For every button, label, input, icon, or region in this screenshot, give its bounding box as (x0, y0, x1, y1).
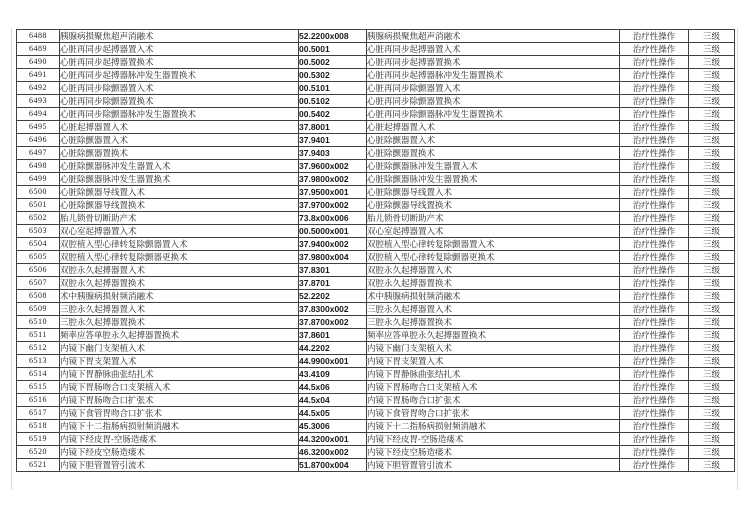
table-row (17, 95, 735, 108)
operation-type-cell: 治疗性操作 (620, 43, 689, 56)
row-number-cell: 6499 (17, 173, 60, 186)
row-number-cell: 6511 (17, 329, 60, 342)
row-number-cell: 6520 (17, 446, 60, 459)
level-cell: 三级 (689, 407, 735, 420)
row-number-cell: 6492 (17, 82, 60, 95)
icd-code-cell: 37.9400x002 (299, 238, 367, 251)
row-number-cell: 6514 (17, 368, 60, 381)
operation-type-cell: 治疗性操作 (620, 420, 689, 433)
icd-code-cell: 00.5101 (299, 82, 367, 95)
procedure-name-cell: 内镜下十二指肠病损射频消融术 (60, 420, 299, 433)
procedure-name-cell: 心脏除颤器置入术 (60, 134, 299, 147)
level-cell: 三级 (689, 420, 735, 433)
level-cell: 三级 (689, 381, 735, 394)
table-row (17, 173, 735, 186)
operation-type-cell: 治疗性操作 (620, 355, 689, 368)
icd-code-cell: 73.8x00x006 (299, 212, 367, 225)
operation-type-cell: 治疗性操作 (620, 121, 689, 134)
table-row (17, 433, 735, 446)
table-row (17, 264, 735, 277)
procedure-name-cell: 心脏再同步除颤器置入术 (60, 82, 299, 95)
procedure-name2-cell: 心脏除颤器置换术 (367, 147, 620, 160)
procedure-name-cell: 双腔永久起搏器置入术 (60, 264, 299, 277)
level-cell: 三级 (689, 134, 735, 147)
table-row (17, 147, 735, 160)
row-number-cell: 6504 (17, 238, 60, 251)
operation-type-cell: 治疗性操作 (620, 69, 689, 82)
icd-code-cell: 37.8701 (299, 277, 367, 290)
table-row (17, 43, 735, 56)
procedure-name-cell: 内镜下胃肠吻合口支架植入术 (60, 381, 299, 394)
procedure-name-cell: 心脏再同步起搏器置换术 (60, 56, 299, 69)
table-row (17, 186, 735, 199)
level-cell: 三级 (689, 30, 735, 43)
level-cell: 三级 (689, 459, 735, 472)
procedure-name-cell: 内镜下胆管置管引流术 (60, 459, 299, 472)
level-cell: 三级 (689, 121, 735, 134)
table-row (17, 69, 735, 82)
icd-code-cell: 45.3006 (299, 420, 367, 433)
procedure-name2-cell: 心脏再同步除颤器脉冲发生器置换术 (367, 108, 620, 121)
level-cell: 三级 (689, 368, 735, 381)
row-number-cell: 6491 (17, 69, 60, 82)
operation-type-cell: 治疗性操作 (620, 134, 689, 147)
row-number-cell: 6506 (17, 264, 60, 277)
table-row (17, 212, 735, 225)
row-number-cell: 6503 (17, 225, 60, 238)
level-cell: 三级 (689, 43, 735, 56)
procedure-name2-cell: 频率应答单腔永久起搏器置换术 (367, 329, 620, 342)
icd-code-cell: 52.2200x008 (299, 30, 367, 43)
operation-type-cell: 治疗性操作 (620, 147, 689, 160)
operation-type-cell: 治疗性操作 (620, 368, 689, 381)
row-number-cell: 6490 (17, 56, 60, 69)
table-row (17, 290, 735, 303)
row-number-cell: 6493 (17, 95, 60, 108)
operation-type-cell: 治疗性操作 (620, 30, 689, 43)
level-cell: 三级 (689, 277, 735, 290)
procedure-name2-cell: 心脏除颤器脉冲发生器置换术 (367, 173, 620, 186)
table-row (17, 277, 735, 290)
icd-code-cell: 44.5x06 (299, 381, 367, 394)
table-row (17, 446, 735, 459)
procedure-name2-cell: 心脏再同步起搏器脉冲发生器置换术 (367, 69, 620, 82)
level-cell: 三级 (689, 173, 735, 186)
level-cell: 三级 (689, 186, 735, 199)
procedure-table (16, 29, 735, 472)
table-row (17, 108, 735, 121)
operation-type-cell: 治疗性操作 (620, 238, 689, 251)
table-row (17, 381, 735, 394)
icd-code-cell: 37.9500x001 (299, 186, 367, 199)
table-row (17, 160, 735, 173)
procedure-name2-cell: 胎儿锁骨切断助产术 (367, 212, 620, 225)
procedure-name2-cell: 三腔永久起搏器置换术 (367, 316, 620, 329)
row-number-cell: 6501 (17, 199, 60, 212)
level-cell: 三级 (689, 199, 735, 212)
procedure-name2-cell: 内镜下经皮空肠造瘘术 (367, 446, 620, 459)
icd-code-cell: 43.4109 (299, 368, 367, 381)
procedure-name-cell: 频率应答单腔永久起搏器置换术 (60, 329, 299, 342)
operation-type-cell: 治疗性操作 (620, 108, 689, 121)
table-row (17, 199, 735, 212)
level-cell: 三级 (689, 264, 735, 277)
table-row (17, 251, 735, 264)
procedure-name-cell: 内镜下胃肠吻合口扩张术 (60, 394, 299, 407)
table-row (17, 459, 735, 472)
procedure-name2-cell: 心脏再同步除颤器置入术 (367, 82, 620, 95)
procedure-name2-cell: 双腔永久起搏器置入术 (367, 264, 620, 277)
level-cell: 三级 (689, 147, 735, 160)
procedure-name-cell: 内镜下食管胃吻合口扩张术 (60, 407, 299, 420)
procedure-name-cell: 胎儿锁骨切断助产术 (60, 212, 299, 225)
icd-code-cell: 00.5302 (299, 69, 367, 82)
operation-type-cell: 治疗性操作 (620, 56, 689, 69)
operation-type-cell: 治疗性操作 (620, 82, 689, 95)
procedure-name2-cell: 心脏除颤器导线置入术 (367, 186, 620, 199)
level-cell: 三级 (689, 160, 735, 173)
icd-code-cell: 44.5x05 (299, 407, 367, 420)
table-row (17, 355, 735, 368)
icd-code-cell: 37.8601 (299, 329, 367, 342)
procedure-name-cell: 双腔植入型心律转复除颤器置入术 (60, 238, 299, 251)
table-row (17, 30, 735, 43)
row-number-cell: 6500 (17, 186, 60, 199)
operation-type-cell: 治疗性操作 (620, 160, 689, 173)
operation-type-cell: 治疗性操作 (620, 173, 689, 186)
table-row (17, 303, 735, 316)
procedure-name-cell: 心脏起搏器置入术 (60, 121, 299, 134)
level-cell: 三级 (689, 316, 735, 329)
row-number-cell: 6519 (17, 433, 60, 446)
row-number-cell: 6502 (17, 212, 60, 225)
table-row (17, 407, 735, 420)
procedure-name-cell: 内镜下经皮胃-空肠造瘘术 (60, 433, 299, 446)
icd-code-cell: 51.8700x004 (299, 459, 367, 472)
icd-code-cell: 00.5102 (299, 95, 367, 108)
level-cell: 三级 (689, 238, 735, 251)
row-number-cell: 6507 (17, 277, 60, 290)
table-row (17, 56, 735, 69)
operation-type-cell: 治疗性操作 (620, 264, 689, 277)
level-cell: 三级 (689, 329, 735, 342)
operation-type-cell: 治疗性操作 (620, 329, 689, 342)
procedure-name2-cell: 术中胰腺病损射频消融术 (367, 290, 620, 303)
row-number-cell: 6508 (17, 290, 60, 303)
icd-code-cell: 44.5x04 (299, 394, 367, 407)
procedure-name2-cell: 内镜下食管胃吻合口扩张术 (367, 407, 620, 420)
procedure-name-cell: 内镜下幽门支架植入术 (60, 342, 299, 355)
procedure-name2-cell: 双腔植入型心律转复除颤器更换术 (367, 251, 620, 264)
table-row (17, 394, 735, 407)
procedure-name-cell: 双腔植入型心律转复除颤器更换术 (60, 251, 299, 264)
procedure-name-cell: 内镜下胃静脉曲张结扎术 (60, 368, 299, 381)
procedure-name-cell: 心脏除颤器脉冲发生器置换术 (60, 173, 299, 186)
operation-type-cell: 治疗性操作 (620, 199, 689, 212)
procedure-name2-cell: 内镜下胃肠吻合口支架植入术 (367, 381, 620, 394)
level-cell: 三级 (689, 212, 735, 225)
procedure-name2-cell: 内镜下胃肠吻合口扩张术 (367, 394, 620, 407)
row-number-cell: 6494 (17, 108, 60, 121)
level-cell: 三级 (689, 82, 735, 95)
operation-type-cell: 治疗性操作 (620, 316, 689, 329)
table-row (17, 82, 735, 95)
row-number-cell: 6521 (17, 459, 60, 472)
operation-type-cell: 治疗性操作 (620, 381, 689, 394)
table-row (17, 225, 735, 238)
level-cell: 三级 (689, 56, 735, 69)
procedure-name-cell: 内镜下胃支架置入术 (60, 355, 299, 368)
operation-type-cell: 治疗性操作 (620, 342, 689, 355)
icd-code-cell: 44.3200x001 (299, 433, 367, 446)
icd-code-cell: 37.8300x002 (299, 303, 367, 316)
procedure-name2-cell: 内镜下十二指肠病损射频消融术 (367, 420, 620, 433)
procedure-name2-cell: 内镜下胆管置管引流术 (367, 459, 620, 472)
row-number-cell: 6505 (17, 251, 60, 264)
procedure-name-cell: 心脏再同步除颤器脉冲发生器置换术 (60, 108, 299, 121)
table-row (17, 329, 735, 342)
row-number-cell: 6512 (17, 342, 60, 355)
level-cell: 三级 (689, 69, 735, 82)
level-cell: 三级 (689, 446, 735, 459)
icd-code-cell: 44.9900x001 (299, 355, 367, 368)
icd-code-cell: 37.9700x002 (299, 199, 367, 212)
icd-code-cell: 37.8001 (299, 121, 367, 134)
table-row (17, 316, 735, 329)
procedure-name2-cell: 三腔永久起搏器置入术 (367, 303, 620, 316)
table-row (17, 368, 735, 381)
table-row (17, 121, 735, 134)
operation-type-cell: 治疗性操作 (620, 459, 689, 472)
level-cell: 三级 (689, 303, 735, 316)
row-number-cell: 6489 (17, 43, 60, 56)
operation-type-cell: 治疗性操作 (620, 212, 689, 225)
operation-type-cell: 治疗性操作 (620, 407, 689, 420)
level-cell: 三级 (689, 95, 735, 108)
procedure-name-cell: 三腔永久起搏器置入术 (60, 303, 299, 316)
procedure-name2-cell: 心脏起搏器置入术 (367, 121, 620, 134)
level-cell: 三级 (689, 433, 735, 446)
procedure-name-cell: 心脏再同步起搏器脉冲发生器置换术 (60, 69, 299, 82)
table-row (17, 134, 735, 147)
icd-code-cell: 52.2202 (299, 290, 367, 303)
procedure-name-cell: 三腔永久起搏器置换术 (60, 316, 299, 329)
icd-code-cell: 37.9403 (299, 147, 367, 160)
procedure-name-cell: 双心室起搏器置入术 (60, 225, 299, 238)
procedure-name-cell: 术中胰腺病损射频消融术 (60, 290, 299, 303)
procedure-name-cell: 心脏再同步除颤器置换术 (60, 95, 299, 108)
icd-code-cell: 37.8301 (299, 264, 367, 277)
level-cell: 三级 (689, 290, 735, 303)
procedure-name2-cell: 内镜下胃支架置入术 (367, 355, 620, 368)
operation-type-cell: 治疗性操作 (620, 433, 689, 446)
level-cell: 三级 (689, 355, 735, 368)
operation-type-cell: 治疗性操作 (620, 186, 689, 199)
row-number-cell: 6515 (17, 381, 60, 394)
level-cell: 三级 (689, 251, 735, 264)
row-number-cell: 6518 (17, 420, 60, 433)
row-number-cell: 6497 (17, 147, 60, 160)
row-number-cell: 6516 (17, 394, 60, 407)
procedure-name-cell: 心脏除颤器脉冲发生器置入术 (60, 160, 299, 173)
icd-code-cell: 37.9800x002 (299, 173, 367, 186)
procedure-name-cell: 双腔永久起搏器置换术 (60, 277, 299, 290)
row-number-cell: 6496 (17, 134, 60, 147)
row-number-cell: 6510 (17, 316, 60, 329)
procedure-name-cell: 内镜下经皮空肠造瘘术 (60, 446, 299, 459)
procedure-name-cell: 心脏除颤器导线置换术 (60, 199, 299, 212)
procedure-name2-cell: 双腔植入型心律转复除颤器置入术 (367, 238, 620, 251)
procedure-name2-cell: 双腔永久起搏器置换术 (367, 277, 620, 290)
level-cell: 三级 (689, 342, 735, 355)
operation-type-cell: 治疗性操作 (620, 446, 689, 459)
icd-code-cell: 00.5402 (299, 108, 367, 121)
table-row (17, 238, 735, 251)
procedure-name2-cell: 内镜下胃静脉曲张结扎术 (367, 368, 620, 381)
icd-code-cell: 00.5002 (299, 56, 367, 69)
operation-type-cell: 治疗性操作 (620, 251, 689, 264)
procedure-name2-cell: 心脏再同步起搏器置换术 (367, 56, 620, 69)
icd-code-cell: 00.5000x001 (299, 225, 367, 238)
row-number-cell: 6517 (17, 407, 60, 420)
table-row (17, 420, 735, 433)
icd-code-cell: 37.9800x004 (299, 251, 367, 264)
procedure-name2-cell: 心脏再同步除颤器置换术 (367, 95, 620, 108)
procedure-name-cell: 胰腺病损聚焦超声消融术 (60, 30, 299, 43)
operation-type-cell: 治疗性操作 (620, 225, 689, 238)
page-scan-right-shadow (737, 28, 738, 490)
row-number-cell: 6509 (17, 303, 60, 316)
operation-type-cell: 治疗性操作 (620, 95, 689, 108)
level-cell: 三级 (689, 108, 735, 121)
level-cell: 三级 (689, 394, 735, 407)
operation-type-cell: 治疗性操作 (620, 277, 689, 290)
procedure-name2-cell: 内镜下幽门支架植入术 (367, 342, 620, 355)
operation-type-cell: 治疗性操作 (620, 303, 689, 316)
procedure-name2-cell: 心脏除颤器脉冲发生器置入术 (367, 160, 620, 173)
row-number-cell: 6495 (17, 121, 60, 134)
row-number-cell: 6488 (17, 30, 60, 43)
icd-code-cell: 46.3200x002 (299, 446, 367, 459)
page-scan-left-shadow (11, 28, 12, 490)
level-cell: 三级 (689, 225, 735, 238)
row-number-cell: 6513 (17, 355, 60, 368)
table-row (17, 342, 735, 355)
operation-type-cell: 治疗性操作 (620, 394, 689, 407)
icd-code-cell: 37.9600x002 (299, 160, 367, 173)
procedure-name2-cell: 内镜下经皮胃-空肠造瘘术 (367, 433, 620, 446)
procedure-name-cell: 心脏再同步起搏器置入术 (60, 43, 299, 56)
icd-code-cell: 44.2202 (299, 342, 367, 355)
icd-code-cell: 37.8700x002 (299, 316, 367, 329)
procedure-name2-cell: 心脏再同步起搏器置入术 (367, 43, 620, 56)
procedure-name2-cell: 双心室起搏器置入术 (367, 225, 620, 238)
icd-code-cell: 00.5001 (299, 43, 367, 56)
procedure-name2-cell: 心脏除颤器置入术 (367, 134, 620, 147)
procedure-name2-cell: 心脏除颤器导线置换术 (367, 199, 620, 212)
icd-code-cell: 37.9401 (299, 134, 367, 147)
procedure-name2-cell: 胰腺病损聚焦超声消融术 (367, 30, 620, 43)
procedure-name-cell: 心脏除颤器导线置入术 (60, 186, 299, 199)
operation-type-cell: 治疗性操作 (620, 290, 689, 303)
procedure-name-cell: 心脏除颤器置换术 (60, 147, 299, 160)
row-number-cell: 6498 (17, 160, 60, 173)
